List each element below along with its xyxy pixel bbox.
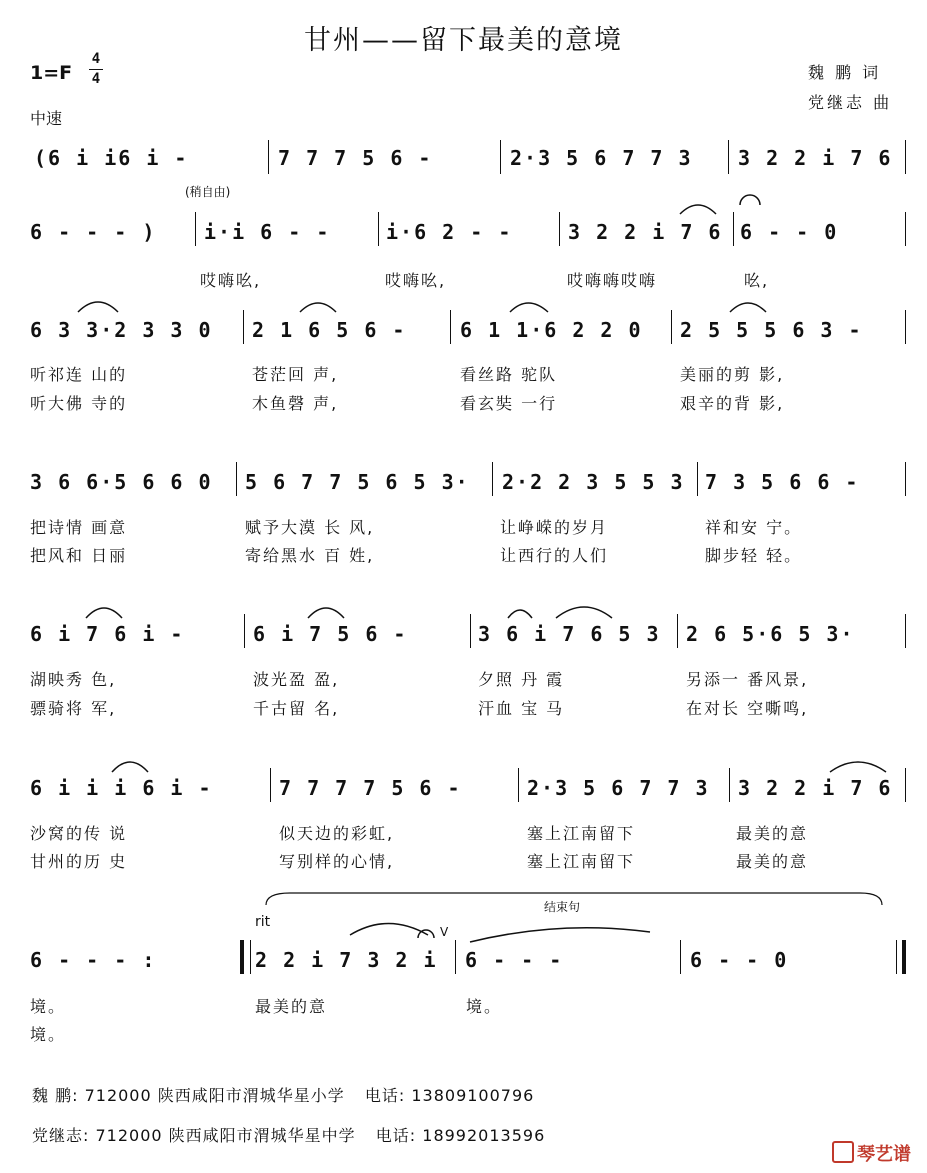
bar-line: [559, 212, 560, 246]
lyric: 塞上江南留下: [527, 852, 636, 871]
bar-line: [455, 940, 456, 974]
composer-credit: 党继志 曲: [808, 93, 893, 112]
bar-line: [733, 212, 734, 246]
measure-notes: 6 - - 0: [690, 948, 789, 972]
measure-notes: i·6 2 - -: [386, 220, 513, 244]
key-signature: 1=F: [30, 62, 73, 84]
slur: [470, 928, 650, 942]
time-signature-top: 4: [91, 51, 101, 67]
lyric: 湖映秀 色,: [30, 670, 117, 689]
measure-notes: 2 2 i 7 3 2 i: [255, 948, 438, 972]
lyric: 美丽的剪 影,: [680, 365, 785, 384]
contact-phone: 13809100796: [411, 1086, 535, 1105]
measure-notes: 6 - - 0: [740, 220, 839, 244]
measure-notes: 6 - - -: [465, 948, 564, 972]
lyric: 境。: [466, 997, 503, 1016]
measure-notes: 6 i i i 6 i -: [30, 776, 213, 800]
bar-line: [896, 940, 897, 974]
measure-notes: 6 1 1·6 2 2 0: [460, 318, 643, 342]
lyric: 脚步轻 轻。: [705, 546, 803, 565]
lyric: 最美的意: [736, 824, 809, 843]
slur: [300, 303, 336, 312]
bar-line: [728, 140, 729, 174]
bar-line: [905, 212, 906, 246]
measure-notes: 7 7 7 5 6 -: [278, 146, 433, 170]
slur: [730, 303, 766, 312]
measure-notes: 3 2 2 i 7 6: [738, 146, 893, 170]
lyric: 哎嗨嗨哎嗨: [567, 271, 658, 290]
song-title: 甘州——留下最美的意境: [304, 25, 623, 56]
lyric: 最美的意: [255, 997, 328, 1016]
lyric: 似天边的彩虹,: [279, 824, 395, 843]
time-signature: [88, 50, 104, 89]
measure-notes: 3 2 2 i 7 6: [738, 776, 893, 800]
measure-notes: i·i 6 - -: [204, 220, 331, 244]
ending-label: 结束句: [544, 900, 581, 914]
contact-row: [32, 1123, 545, 1146]
bar-line: [677, 614, 678, 648]
bar-line: [905, 310, 906, 344]
contact-phone: 18992013596: [422, 1126, 546, 1145]
tempo-marking: 中速: [30, 109, 63, 128]
measure-notes: 2·3 5 6 7 7 3: [527, 776, 710, 800]
lyric: 听祁连 山的: [30, 365, 128, 384]
slur: [78, 302, 118, 312]
rubato-marking: (稍自由): [185, 185, 231, 199]
bar-line: [470, 614, 471, 648]
fermata: [740, 195, 760, 205]
lyric: 汗血 宝 马: [478, 699, 565, 718]
bar-line: [680, 940, 681, 974]
bar-line: [195, 212, 196, 246]
lyric: 把诗情 画意: [30, 518, 128, 537]
bar-line: [250, 940, 251, 974]
repeat-barline: [240, 940, 244, 974]
measure-notes: 7 7 7 7 5 6 -: [279, 776, 462, 800]
measure-notes: 2 6 5·6 5 3·: [686, 622, 855, 646]
lyric: 艰辛的背 影,: [680, 394, 785, 413]
bar-line: [697, 462, 698, 496]
slur: [510, 303, 548, 312]
measure-notes: 5 6 7 7 5 6 5 3·: [245, 470, 470, 494]
breath-mark: V: [440, 925, 449, 939]
measure-notes: 3 2 2 i 7 6: [568, 220, 723, 244]
lyric: 夕照 丹 霞: [478, 670, 565, 689]
bar-line: [671, 310, 672, 344]
lyricist-credit: 魏 鹏 词: [808, 63, 882, 82]
measure-notes: (6 i i6 i -: [34, 146, 189, 170]
measure-notes: 2 1 6 5 6 -: [252, 318, 407, 342]
contact-row: [32, 1083, 534, 1106]
bar-line: [905, 462, 906, 496]
contact-name: 党继志:: [32, 1126, 90, 1145]
bar-line: [492, 462, 493, 496]
lyric: 吆,: [744, 271, 770, 290]
bar-line: [518, 768, 519, 802]
measure-notes: 2 5 5 5 6 3 -: [680, 318, 863, 342]
lyric: 另添一 番风景,: [686, 670, 809, 689]
bar-line: [905, 140, 906, 174]
contact-name: 魏 鹏:: [32, 1086, 79, 1105]
slur: [508, 610, 532, 618]
logo-icon: [832, 1141, 854, 1163]
rit-marking: rit: [255, 914, 271, 930]
lyric: 甘州的历 史: [30, 852, 128, 871]
lyric: 哎嗨吆,: [200, 271, 262, 290]
measure-notes: 6 i 7 6 i -: [30, 622, 185, 646]
contact-phone-label: 电话:: [375, 1126, 417, 1145]
slur: [86, 608, 122, 618]
measure-notes: 6 i 7 5 6 -: [253, 622, 408, 646]
lyric: 沙窝的传 说: [30, 824, 128, 843]
measure-notes: 2·3 5 6 7 7 3: [510, 146, 693, 170]
contact-address: 712000 陕西咸阳市渭城华星中学: [95, 1126, 356, 1145]
site-logo: [832, 1140, 911, 1166]
slur: [556, 607, 612, 618]
contact-address: 712000 陕西咸阳市渭城华星小学: [84, 1086, 345, 1105]
bar-line: [236, 462, 237, 496]
lyric: 在对长 空嘶鸣,: [686, 699, 809, 718]
measure-notes: 3 6 6·5 6 6 0: [30, 470, 213, 494]
slur: [112, 762, 148, 772]
bar-line: [500, 140, 501, 174]
fermata: [418, 930, 434, 938]
lyric: 听大佛 寺的: [30, 394, 128, 413]
bar-line: [268, 140, 269, 174]
lyric: 千古留 名,: [253, 699, 340, 718]
bar-line: [243, 310, 244, 344]
measure-notes: 6 - - - ): [30, 220, 157, 244]
lyric: 看丝路 驼队: [460, 365, 558, 384]
slur: [308, 608, 344, 618]
bar-line: [244, 614, 245, 648]
measure-notes: 2·2 2 3 5 5 3: [502, 470, 685, 494]
slur: [350, 924, 428, 936]
lyric: 祥和安 宁。: [705, 518, 803, 537]
lyric: 境。: [30, 997, 67, 1016]
bar-line: [729, 768, 730, 802]
measure-notes: 6 - - - :: [30, 948, 157, 972]
contact-phone-label: 电话:: [364, 1086, 406, 1105]
lyric: 最美的意: [736, 852, 809, 871]
bar-line: [905, 614, 906, 648]
lyric: 哎嗨吆,: [385, 271, 447, 290]
lyric: 让峥嵘的岁月: [500, 518, 609, 537]
lyric: 把风和 日丽: [30, 546, 128, 565]
lyric: 写别样的心情,: [279, 852, 395, 871]
logo-text: 琴艺谱: [857, 1144, 911, 1165]
slur: [830, 762, 886, 772]
lyric: 看玄奘 一行: [460, 394, 558, 413]
lyric: 苍茫回 声,: [252, 365, 339, 384]
lyric: 波光盈 盈,: [253, 670, 340, 689]
bar-line: [270, 768, 271, 802]
measure-notes: 3 6 i 7 6 5 3: [478, 622, 661, 646]
slur: [680, 205, 716, 214]
lyric: 让西行的人们: [500, 546, 609, 565]
bar-line: [450, 310, 451, 344]
lyric: 骠骑将 军,: [30, 699, 117, 718]
lyric: 境。: [30, 1025, 67, 1044]
time-signature-bottom: 4: [91, 71, 101, 87]
measure-notes: 7 3 5 6 6 -: [705, 470, 860, 494]
lyric: 塞上江南留下: [527, 824, 636, 843]
lyric: 木鱼磬 声,: [252, 394, 339, 413]
lyric: 赋予大漠 长 风,: [245, 518, 375, 537]
bar-line: [378, 212, 379, 246]
measure-notes: 6 3 3·2 3 3 0: [30, 318, 213, 342]
final-barline: [902, 940, 906, 974]
lyric: 寄给黑水 百 姓,: [245, 546, 375, 565]
bar-line: [905, 768, 906, 802]
